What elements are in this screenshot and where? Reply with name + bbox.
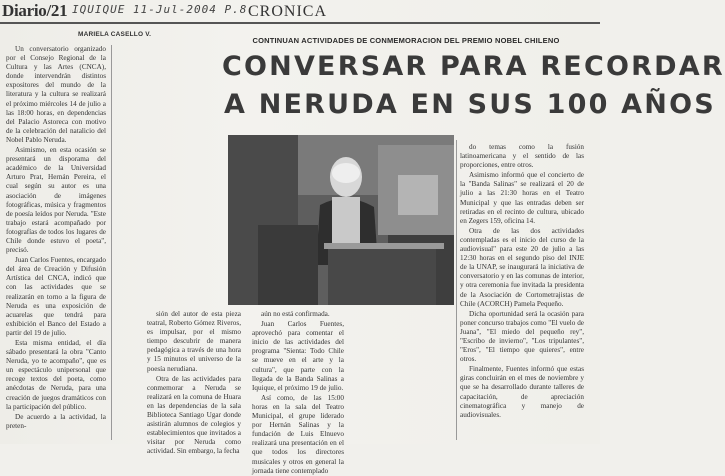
paragraph: aún no está confirmada. xyxy=(261,310,330,318)
paragraph: Un conversatorio organizado por el Consejo Regional de la Cultura y las Artes (CNCA), donde intervendrán distintos expositores del mundo de la literatura y la cultura se realizará el próximo miércoles 14 de julio a las 18:00 horas, en dependencias del Palacio Astoreca con motivo de la celebración del natalicio del Nobel Pablo Neruda. xyxy=(6,45,106,144)
column-1 xyxy=(6,45,106,431)
headline-line-2: A NERUDA EN SUS 100 AÑOS xyxy=(224,89,716,120)
paragraph: Dicha oportunidad será la ocasión para poner concurso trabajos como "El vuelo de Juana", "El miedo del pequeño rey", "Escribo de invierno", "Los tripulantes", "Eros", "El tiempo que quieres", entre otros. xyxy=(460,309,584,364)
paragraph: do temas como la fusión latinoamericana y el sentido de las proporciones, entre otros. xyxy=(460,143,584,170)
section-name: CRONICA xyxy=(248,3,328,20)
headline xyxy=(222,48,725,124)
column-divider xyxy=(456,140,457,440)
byline: MARIELA CASELLO V. xyxy=(78,31,152,38)
kicker: CONTINUAN ACTIVIDADES DE CONMEMORACION DEL PREMIO NOBEL CHILENO xyxy=(252,36,560,45)
paragraph: Asimismo, en esta ocasión se presentará un disporama del académico de la Universidad Arturo Prat, Hernán Pereira, el cual según su autor es una asociación de imágenes fotográficas, música y fragmentos de poesía leídos por Neruda. "Este trabajo estará acompañado por fotografías de todos los lugares de Chile donde estuvo el poeta", precisó. xyxy=(6,146,106,255)
paragraph: Otra de las dos actividades contempladas es el inicio del curso de la audiovisual" para este 20 de julio a las 12:30 horas en el segundo piso del INJE de la UNAP, se inaugurará la iniciativa de conversatorio y en las comunas de interior, y otra ceremonia fue invitada la presidenta de la Asociación de Cortometrajistas de Chile (ACORCH) Pamela Pequeño. xyxy=(460,226,584,308)
handwritten-note: IQUIQUE 11-Jul-2004 P.8 xyxy=(72,3,248,16)
headline-line-1: CONVERSAR PARA RECORDAR xyxy=(222,51,725,82)
masthead xyxy=(0,0,600,24)
paragraph: Así como, de las 15:00 horas en la sala del Teatro Municipal, el grupe liderado por Hernán Salinas y la fundación de Luis Elnuevo realizará una presentación en el que todos los directores musicales y otros en general la jornada tiene contemplado xyxy=(252,393,344,475)
column-divider xyxy=(111,45,112,440)
paragraph: Finalmente, Fuentes informó que estas giras concluirán en el mes de noviembre y que se ha desarrollado durante talleres de capacitación, de apreciación cinematográfica y manejo de audiovisuales. xyxy=(460,365,584,419)
paragraph: Otra de las actividades para conmemorar a Neruda se realizará en la comuna de Huara en las dependencias de la sala Biblioteca Santiago Ugar donde asistirán alumnos de colegios y establecimientos que invitados a visitar por Neruda como actividad. Sin embargo, la fecha xyxy=(147,374,241,456)
column-4 xyxy=(252,310,344,476)
article-photo xyxy=(228,135,454,305)
column-3 xyxy=(147,310,241,457)
masthead-rule xyxy=(0,22,600,24)
paragraph: sión del autor de esta pieza teatral, Roberto Gómez Riveros, es impulsar, por el mismo tiempo descubrir de manera pedagógica a través de una hora y 15 minutos el universo de la poesía nerudiana. xyxy=(147,310,241,373)
paper-name: Diario/21 xyxy=(2,1,68,20)
column-6 xyxy=(460,143,584,420)
paragraph: De acuerdo a la actividad, la preten- xyxy=(6,412,106,430)
paragraph: Juan Carlos Fuentes, aprovechó para comentar el inicio de las actividades del programa "Sienta: Todo Chile se mueve en el arte y la cultura", que parte con la llegada de la Banda Salinas a Iquique, el próximo 19 de julio. xyxy=(252,320,344,392)
photo-image xyxy=(228,135,454,305)
paragraph: Juan Carlos Fuentes, encargado del área de Creación y Difusión Artística del CNCA, indicó que con las actividades que se realizarán en torno a la figura de Neruda es una exposición de acuarelas que tendrá para exhibición el Banco del Estado a partir del 19 de julio. xyxy=(6,256,106,337)
paragraph: Esta misma entidad, el día sábado presentará la obra "Canto Neruda, yo te acompaño", que es un espectáculo unipersonal que recoge textos del poeta, como anécdotas de Neruda, para una creación de juegos dramáticos con la participación del público. xyxy=(6,339,106,411)
paragraph: Asimismo informó que el concierto de la "Banda Salinas" se realizará el 20 de julio a las 21:30 horas en el Teatro Municipal y que las entradas deben ser retiradas en el recinto de cultura, ubicado en Zegers 159, oficina 14. xyxy=(460,171,584,225)
